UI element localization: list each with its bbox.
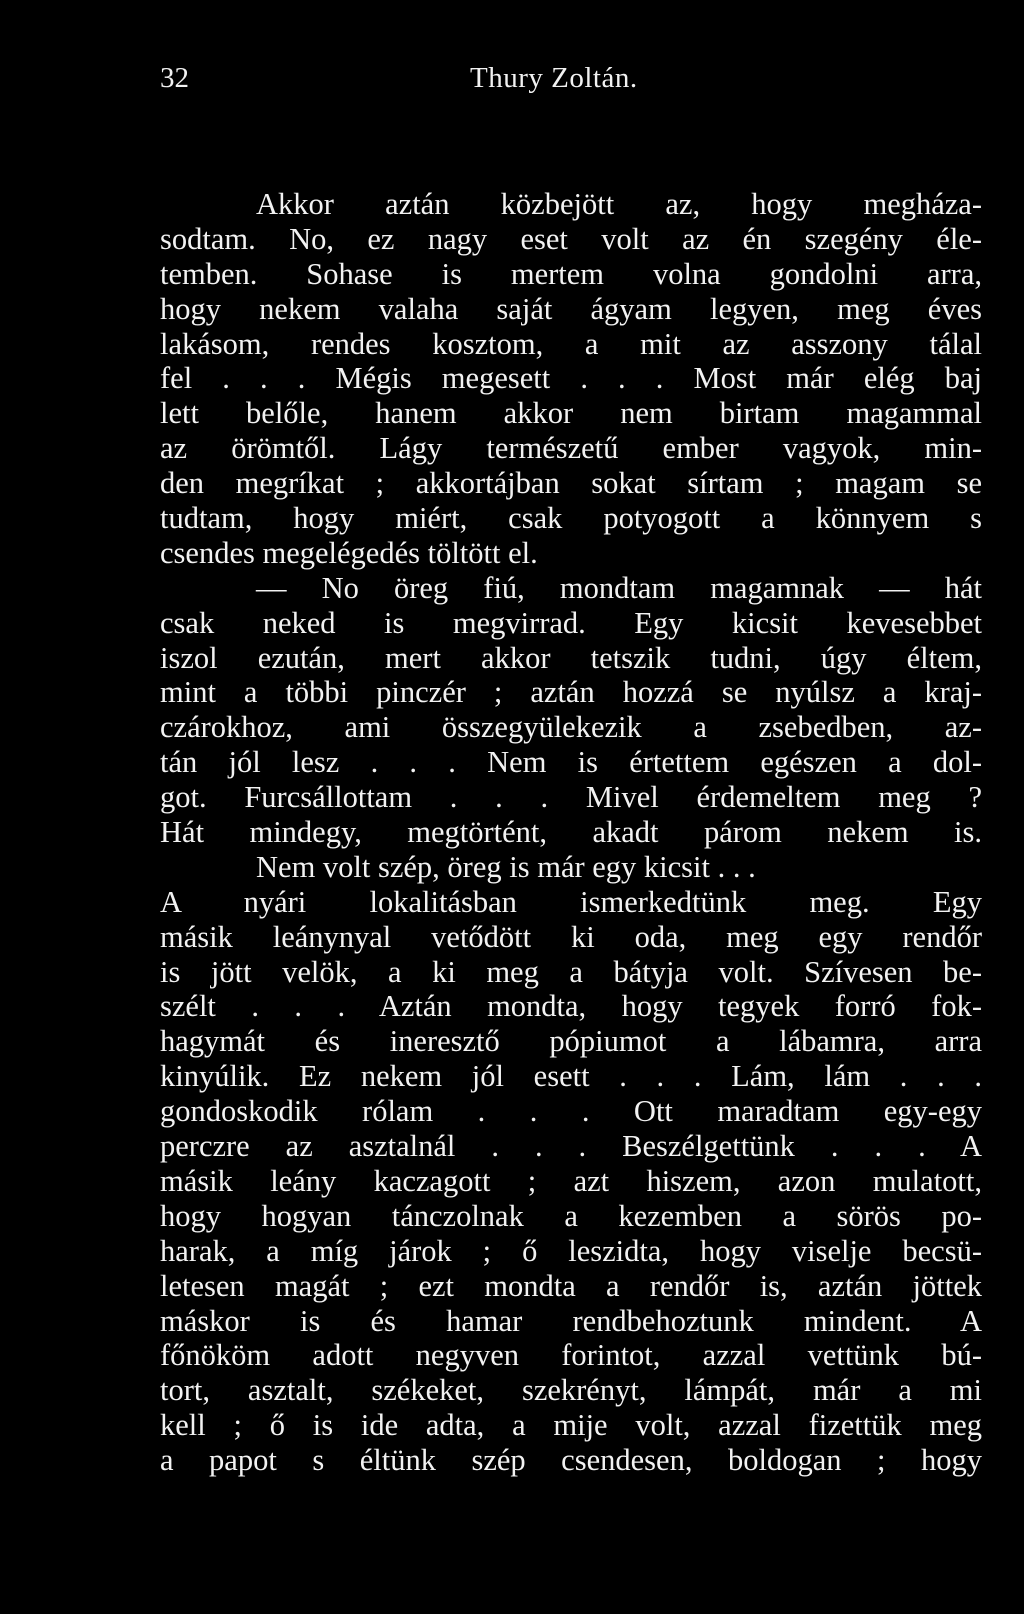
- paragraph-line: perczre az asztalnál . . . Beszélgettünk . . . A: [160, 1129, 982, 1164]
- paragraph-line: A nyári lokalitásban ismerkedtünk meg. Egy: [160, 884, 982, 919]
- body-text: [160, 187, 982, 1478]
- paragraph-line: kell ; ő is ide adta, a mije volt, azzal fizettük meg: [160, 1408, 982, 1443]
- paragraph-line: Nem volt szép, öreg is már egy kicsit . . .: [256, 849, 756, 884]
- paragraph-line: tort, asztalt, székeket, szekrényt, lámpát, már a mi: [160, 1373, 982, 1408]
- paragraph-line: mint a többi pinczér ; aztán hozzá se nyúlsz a kraj-: [160, 675, 982, 710]
- paragraph-line: lett belőle, hanem akkor nem birtam magammal: [160, 396, 982, 431]
- paragraph-line: az örömtől. Lágy természetű ember vagyok, min-: [160, 431, 982, 466]
- paragraph-line: kinyúlik. Ez nekem jól esett . . . Lám, lám . . .: [160, 1059, 982, 1094]
- paragraph-line: czárokhoz, ami összegyülekezik a zsebedben, az-: [160, 710, 982, 745]
- paragraph-line: lakásom, rendes kosztom, a mit az asszony tálal: [160, 326, 982, 361]
- paragraph-line: — No öreg fiú, mondtam magamnak — hát: [256, 570, 982, 605]
- page-header: [160, 54, 982, 102]
- paragraph-line: másik leánynyal vetődött ki oda, meg egy rendőr: [160, 919, 982, 954]
- paragraph-line: harak, a míg járok ; ő leszidta, hogy viselje becsü-: [160, 1233, 982, 1268]
- running-head: Thury Zoltán.: [470, 62, 638, 94]
- paragraph-line: fel . . . Mégis megesett . . . Most már elég baj: [160, 361, 982, 396]
- paragraph-line: hogy nekem valaha saját ágyam legyen, meg éves: [160, 291, 982, 326]
- paragraph-line: iszol ezután, mert akkor tetszik tudni, úgy éltem,: [160, 640, 982, 675]
- paragraph-line: hogy hogyan tánczolnak a kezemben a sörös po-: [160, 1198, 982, 1233]
- paragraph-line: tán jól lesz . . . Nem is értettem egészen a dol-: [160, 745, 982, 780]
- paragraph-line: csendes megelégedés töltött el.: [160, 535, 538, 570]
- paragraph-line: máskor is és hamar rendbehoztunk mindent. A: [160, 1303, 982, 1338]
- paragraph-line: got. Furcsállottam . . . Mivel érdemeltem meg ?: [160, 780, 982, 815]
- paragraph-line: is jött velök, a ki meg a bátyja volt. Szívesen be-: [160, 954, 982, 989]
- page-number: 32: [160, 62, 189, 94]
- paragraph-line: Hát mindegy, megtörtént, akadt párom nekem is.: [160, 815, 982, 850]
- paragraph-line: szélt . . . Aztán mondta, hogy tegyek forró fok-: [160, 989, 982, 1024]
- paragraph-line: a papot s éltünk szép csendesen, boldogan ; hogy: [160, 1443, 982, 1478]
- paragraph-line: másik leány kaczagott ; azt hiszem, azon mulatott,: [160, 1163, 982, 1198]
- paragraph-line: csak neked is megvirrad. Egy kicsit kevesebbet: [160, 605, 982, 640]
- paragraph-line: gondoskodik rólam . . . Ott maradtam egy-egy: [160, 1094, 982, 1129]
- paragraph-line: letesen magát ; ezt mondta a rendőr is, aztán jöttek: [160, 1268, 982, 1303]
- paragraph-line: den megríkat ; akkortájban sokat sírtam ; magam se: [160, 466, 982, 501]
- paragraph-line: Akkor aztán közbejött az, hogy megháza-: [256, 187, 982, 221]
- paragraph-line: temben. Sohase is mertem volna gondolni arra,: [160, 256, 982, 291]
- paragraph-line: sodtam. No, ez nagy eset volt az én szegény éle-: [160, 221, 982, 256]
- paragraph-line: főnököm adott negyven forintot, azzal vettünk bú-: [160, 1338, 982, 1373]
- book-page: [160, 54, 982, 1478]
- paragraph-line: hagymát és ineresztő pópiumot a lábamra, arra: [160, 1024, 982, 1059]
- paragraph-line: tudtam, hogy miért, csak potyogott a könnyem s: [160, 501, 982, 536]
